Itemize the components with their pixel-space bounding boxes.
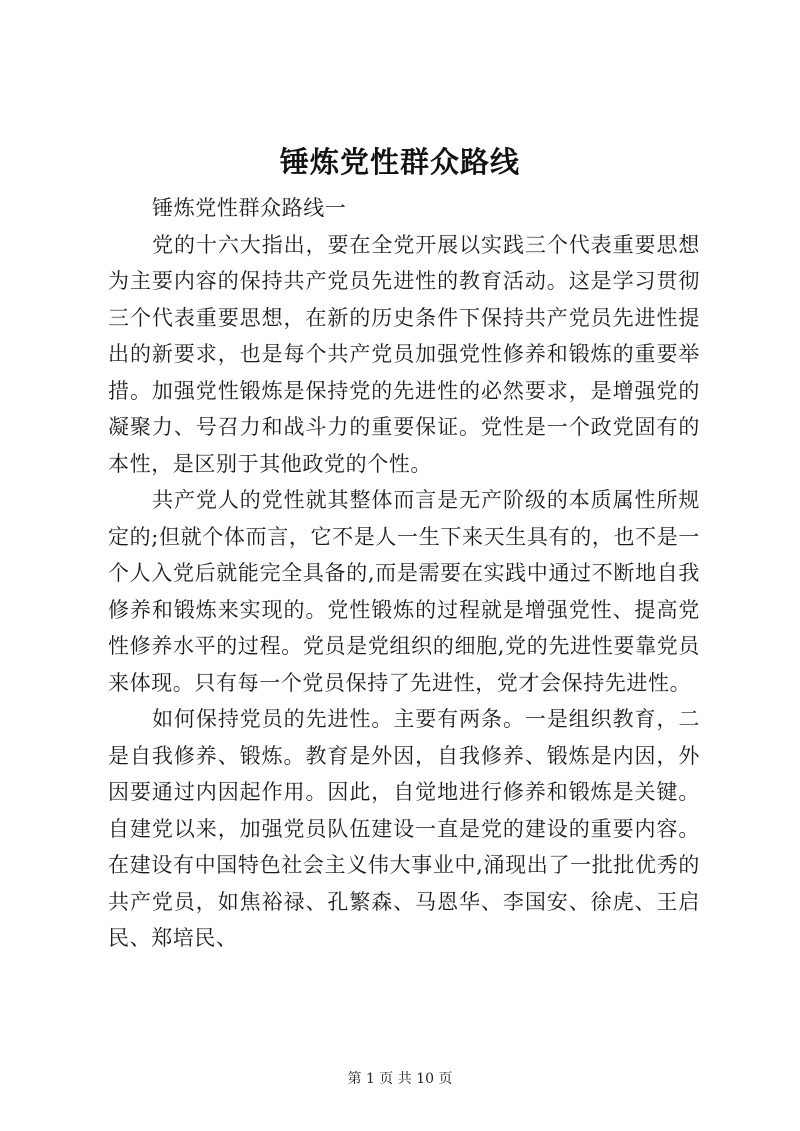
page-number-footer: 第 1 页 共 10 页 [347,1071,453,1087]
paragraph-1: 党的十六大指出，要在全党开展以实践三个代表重要思想为主要内容的保持共产党员先进性的教育活动。这是学习贯彻三个代表重要思想，在新的历史条件下保持共产党员先进性提出的新要求，也是每个共产党员加强党性修养和锻炼的重要举措。加强党性锻炼是保持党的先进性的必然要求，是增强党的凝聚力、号召力和战斗力的重要保证。党性是一个政党固有的本性，是区别于其他政党的个性。 [108,232,700,476]
document-body [108,190,700,957]
paragraph-2: 共产党人的党性就其整体而言是无产阶级的本质属性所规定的;但就个体而言，它不是人一生下来天生具有的，也不是一个人入党后就能完全具备的,而是需要在实践中通过不断地自我修养和锻炼来实现的。党性锻炼的过程就是增强党性、提高党性修养水平的过程。党员是党组织的细胞,党的先进性要靠党员来体现。只有每一个党员保持了先进性，党才会保持先进性。 [108,488,700,695]
document-title: 锤炼党性群众路线 [279,145,520,179]
section-heading: 锤炼党性群众路线一 [152,196,347,220]
paragraph-3: 如何保持党员的先进性。主要有两条。一是组织教育，二是自我修养、锻炼。教育是外因，自我修养、锻炼是内因，外因要通过内因起作用。因此，自觉地进行修养和锻炼是关键。自建党以来，加强党员队伍建设一直是党的建设的重要内容。在建设有中国特色社会主义伟大事业中,涌现出了一批批优秀的共产党员，如焦裕禄、孔繁森、马恩华、李国安、徐虎、王启民、郑培民、 [108,707,700,950]
